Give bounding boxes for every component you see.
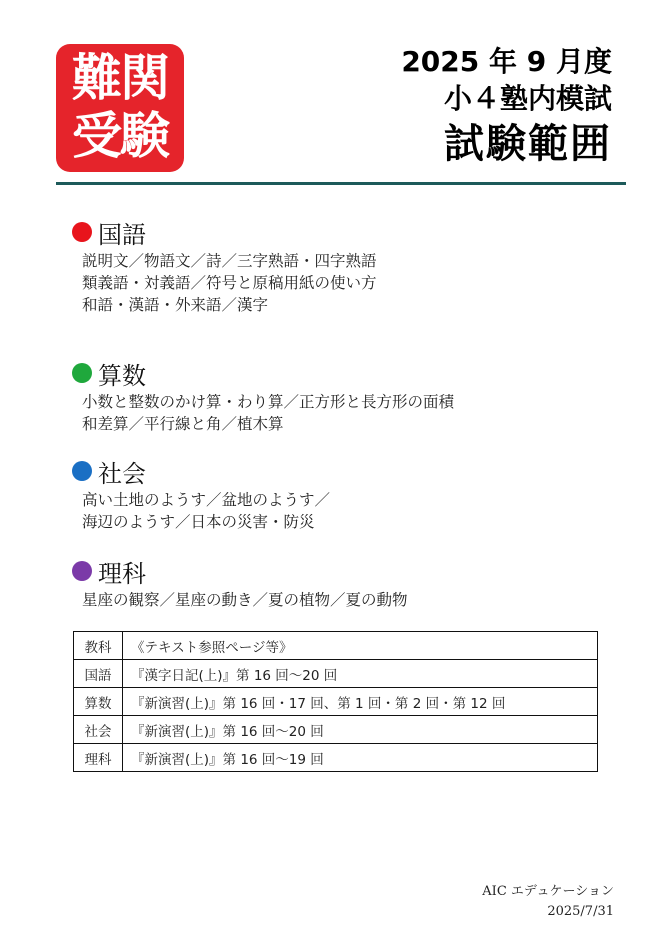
table-row [74, 688, 598, 716]
page-title: 試験範囲 [444, 121, 612, 167]
section-line: 類義語・対義語／符号と原稿用紙の使い方 [82, 274, 377, 292]
section-line: 海辺のようす／日本の災害・防災 [82, 513, 315, 531]
red-dot-icon [72, 222, 92, 242]
section-social [72, 455, 330, 533]
table-cell: 社会 [74, 716, 123, 744]
section-science [72, 555, 408, 611]
logo [56, 44, 184, 172]
section-line: 小数と整数のかけ算・わり算／正方形と長方形の面積 [82, 393, 455, 411]
logo-line1: 難関 [72, 49, 168, 107]
section-line: 説明文／物語文／詩／三字熟語・四字熟語 [82, 252, 377, 270]
table-cell: 国語 [74, 660, 123, 688]
table-cell: 算数 [74, 688, 123, 716]
table-row [74, 744, 598, 772]
section-title: 理科 [98, 559, 146, 588]
table-row [74, 660, 598, 688]
table-header-cell: 《テキスト参照ページ等》 [123, 632, 598, 660]
section-line: 和差算／平行線と角／植木算 [82, 415, 284, 433]
title-date: 2025 年 9 月度 [401, 45, 612, 78]
purple-dot-icon [72, 561, 92, 581]
section-japanese [72, 216, 377, 316]
table-cell: 理科 [74, 744, 123, 772]
section-line: 星座の観察／星座の動き／夏の植物／夏の動物 [82, 591, 408, 609]
title-exam: 小４塾内模試 [443, 82, 612, 115]
section-title: 国語 [98, 220, 146, 249]
table-header-row [74, 632, 598, 660]
section-line: 高い土地のようす／盆地のようす／ [82, 491, 331, 509]
table-header-cell: 教科 [74, 632, 123, 660]
table-cell: 『新演習(上)』第 16 回～19 回 [123, 744, 598, 772]
section-line: 和語・漢語・外来語／漢字 [82, 296, 269, 314]
table-cell: 『新演習(上)』第 16 回・17 回、第 1 回・第 2 回・第 12 回 [123, 688, 598, 716]
table-cell: 『漢字日記(上)』第 16 回～20 回 [123, 660, 598, 688]
footer-date: 2025/7/31 [547, 904, 614, 919]
footer-company: AIC エデュケーション [482, 884, 614, 899]
table-cell: 『新演習(上)』第 16 回～20 回 [123, 716, 598, 744]
section-title: 社会 [98, 459, 146, 488]
range-table [73, 631, 598, 772]
header-divider [56, 182, 626, 185]
section-math [72, 357, 454, 435]
table-row [74, 716, 598, 744]
title-block [401, 44, 612, 170]
logo-line2: 受験 [72, 107, 168, 165]
green-dot-icon [72, 363, 92, 383]
blue-dot-icon [72, 461, 92, 481]
section-title: 算数 [98, 361, 146, 390]
